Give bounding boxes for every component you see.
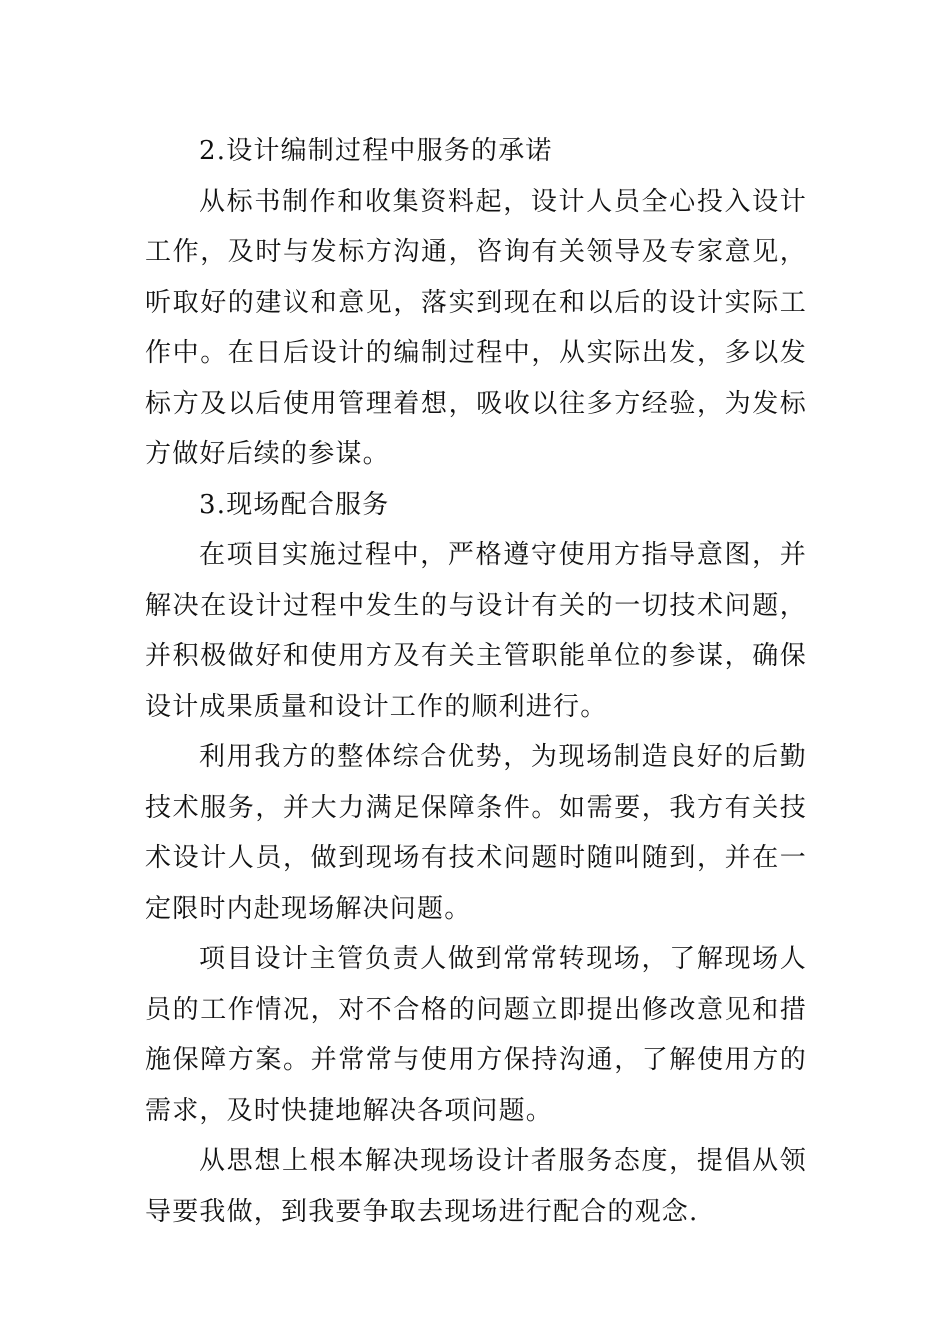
section-heading-onsite-service: 3.现场配合服务 bbox=[199, 489, 390, 520]
section-heading-design-service: 2.设计编制过程中服务的承诺 bbox=[199, 136, 553, 166]
paragraph-service-attitude: 从思想上根本解决现场设计者服务态度，提倡从领导要我做，到我要争取去现场进行配合的观念. bbox=[145, 1146, 807, 1227]
paragraph-site-supervision: 项目设计主管负责人做到常常转现场，了解现场人员的工作情况，对不合格的问题立即提出修改意见和措施保障方案。并常常与使用方保持沟通，了解使用方的需求，及时快捷地解决各项问题。 bbox=[145, 944, 807, 1126]
paragraph-design-commitment: 从标书制作和收集资料起，设计人员全心投入设计工作，及时与发标方沟通，咨询有关领导及专家意见，听取好的建议和意见，落实到现在和以后的设计实际工作中。在日后设计的编制过程中，从实际出发，多以发标方及以后使用管理着想，吸收以往多方经验，为发标方做好后续的参谋。 bbox=[145, 186, 807, 469]
document-body bbox=[145, 126, 807, 1237]
paragraph-logistics-support: 利用我方的整体综合优势，为现场制造良好的后勤技术服务，并大力满足保障条件。如需要，我方有关技术设计人员，做到现场有技术问题时随叫随到，并在一定限时内赴现场解决问题。 bbox=[145, 742, 807, 924]
paragraph-project-implementation: 在项目实施过程中，严格遵守使用方指导意图，并解决在设计过程中发生的与设计有关的一切技术问题，并积极做好和使用方及有关主管职能单位的参谋，确保设计成果质量和设计工作的顺利进行。 bbox=[145, 540, 807, 722]
